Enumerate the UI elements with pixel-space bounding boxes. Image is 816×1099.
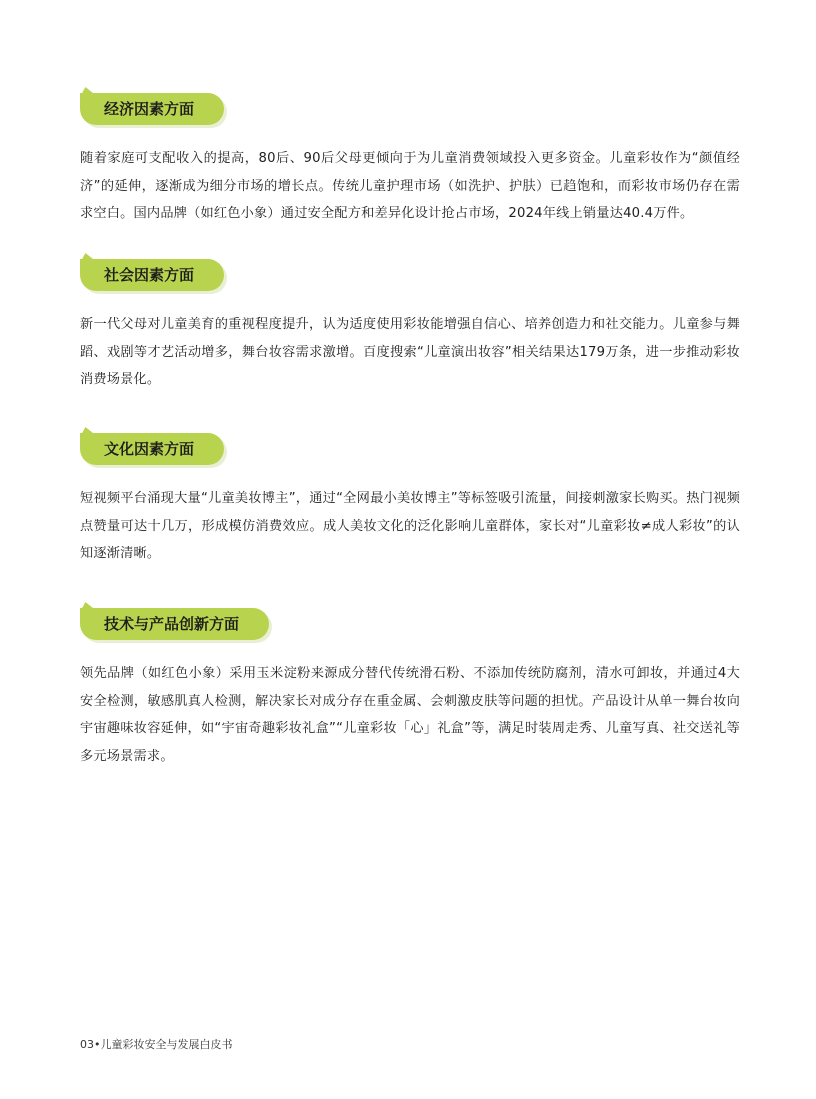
section-body: 领先品牌（如红色小象）采用玉米淀粉来源成分替代传统滑石粉、不添加传统防腐剂，清水可卸妆，并通过4大安全检测，敏感肌真人检测，解决家长对成分存在重金属、会刺激皮肤等问题的担忧。产品设计从单一舞台妆向宇宙趣味妆容延伸，如“宇宙奇趣彩妆礼盒”“儿童彩妆「心」礼盒”等，满足时装周走秀、儿童写真、社交送礼等多元场景需求。 — [80, 666, 740, 764]
pill-tail — [80, 427, 98, 437]
section-technology — [80, 608, 740, 770]
section-body: 随着家庭可支配收入的提高，80后、90后父母更倾向于为儿童消费领域投入更多资金。儿童彩妆作为“颜值经济”的延伸，逐渐成为细分市场的增长点。传统儿童护理市场（如洗护、护肤）已趋饱和，而彩妆市场仍存在需求空白。国内品牌（如红色小象）通过安全配方和差异化设计抢占市场，2024年线上销量达40.4万件。 — [80, 151, 740, 221]
page-footer — [80, 1036, 233, 1052]
section-social — [80, 259, 740, 394]
document-title: 儿童彩妆安全与发展白皮书 — [100, 1038, 233, 1051]
pill-tail — [80, 253, 98, 263]
section-heading: 技术与产品创新方面 — [104, 615, 240, 633]
section-heading-pill — [80, 259, 224, 291]
pill-tail — [80, 87, 98, 97]
section-heading-pill — [80, 433, 224, 465]
section-heading: 经济因素方面 — [104, 100, 195, 118]
section-heading: 文化因素方面 — [104, 440, 195, 458]
section-heading-pill — [80, 608, 269, 640]
section-culture — [80, 433, 740, 568]
pill-tail — [80, 602, 98, 612]
section-heading-pill — [80, 93, 224, 125]
page-number: 03 — [80, 1038, 94, 1051]
section-body: 新一代父母对儿童美育的重视程度提升，认为适度使用彩妆能增强自信心、培养创造力和社交能力。儿童参与舞蹈、戏剧等才艺活动增多，舞台妆容需求激增。百度搜索“儿童演出妆容”相关结果达179万条，进一步推动彩妆消费场景化。 — [80, 317, 740, 387]
section-economic — [80, 93, 740, 228]
section-body: 短视频平台涌现大量“儿童美妆博主”，通过“全网最小美妆博主”等标签吸引流量，间接刺激家长购买。热门视频点赞量可达十几万，形成模仿消费效应。成人美妆文化的泛化影响儿童群体，家长对“儿童彩妆≠成人彩妆”的认知逐渐清晰。 — [80, 491, 740, 561]
section-heading: 社会因素方面 — [104, 266, 195, 284]
footer-separator: • — [94, 1038, 101, 1051]
